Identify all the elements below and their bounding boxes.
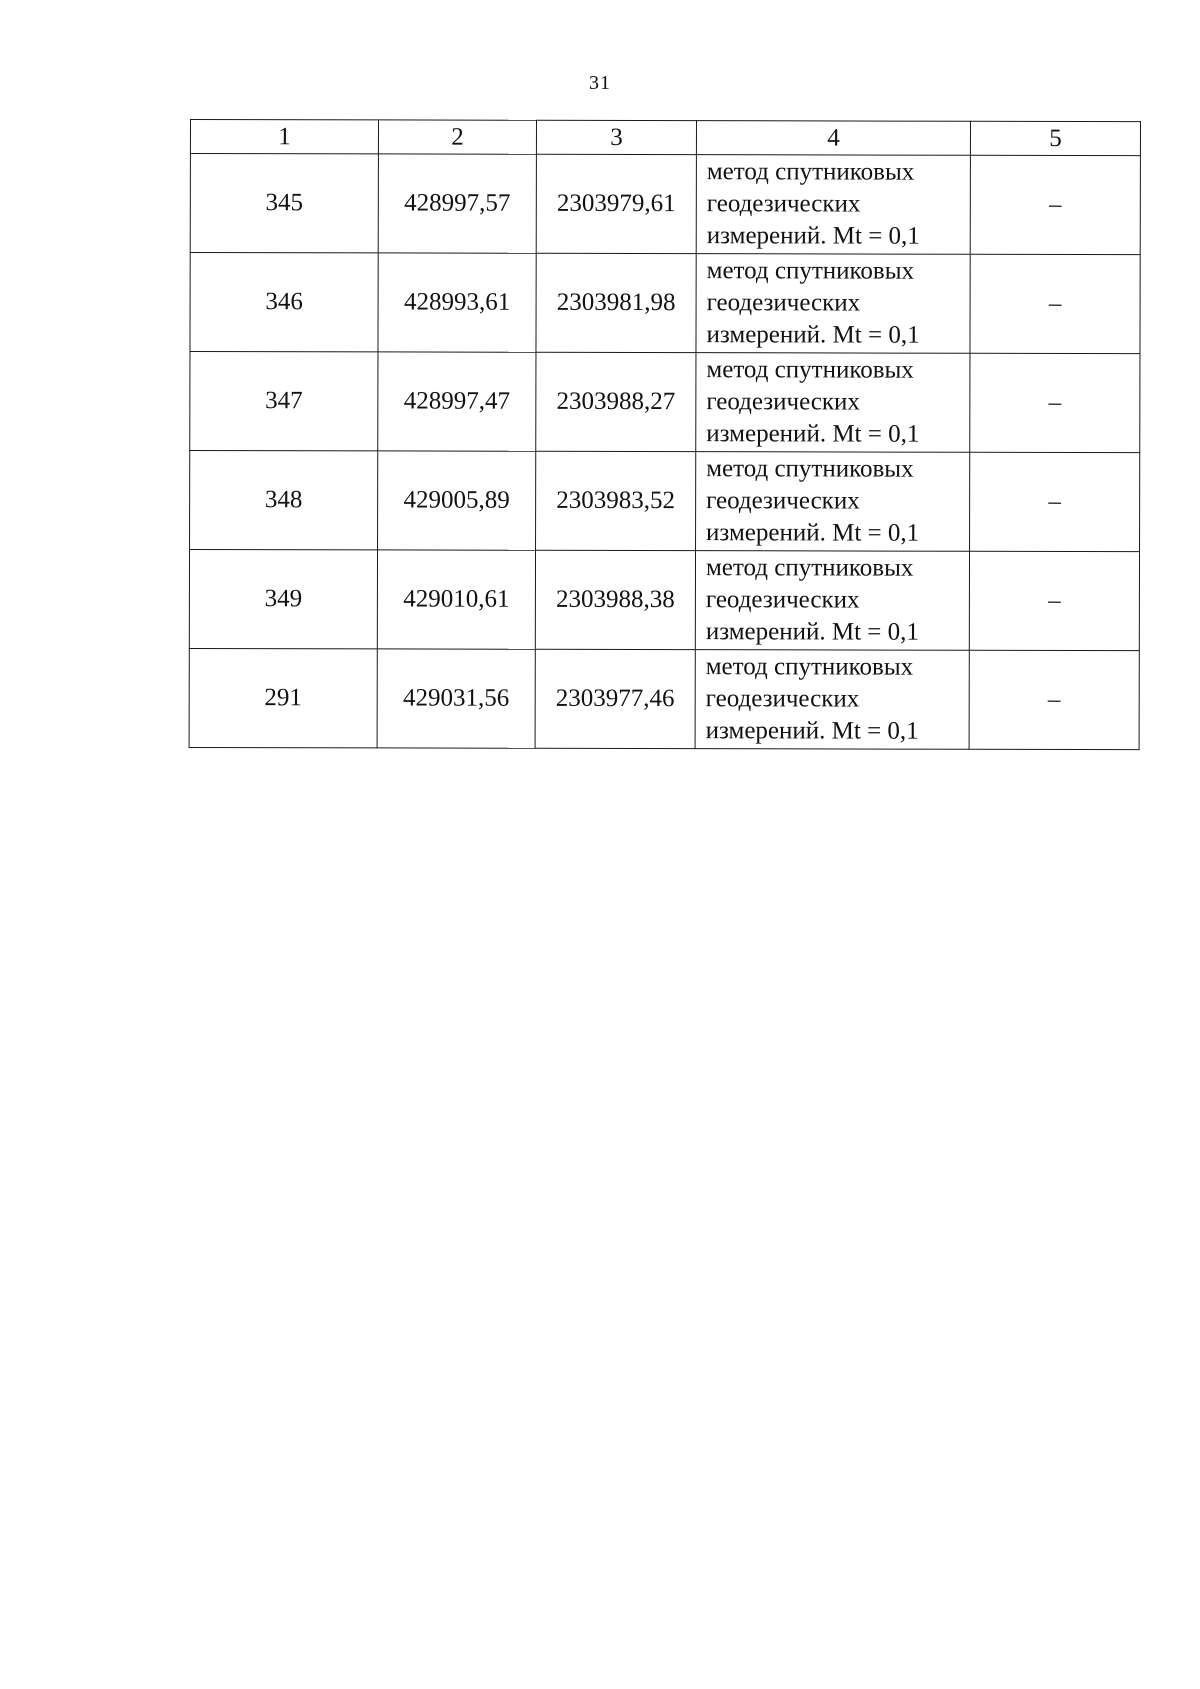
y-coordinate-cell: 2303981,98 (536, 253, 696, 352)
method-line: метод спутниковых (706, 257, 915, 285)
point-number-cell: 345 (190, 154, 378, 253)
header-cell: 3 (536, 120, 696, 154)
note-cell: – (969, 650, 1139, 749)
method-line: измерений. Mt = 0,1 (706, 222, 920, 250)
method-line: геодезических (705, 586, 860, 614)
coordinates-table (189, 119, 1141, 750)
note-cell: – (969, 551, 1139, 650)
method-line: метод спутниковых (705, 554, 914, 582)
point-number-cell: 349 (189, 550, 377, 649)
method-line: геодезических (706, 487, 860, 515)
method-line: геодезических (706, 388, 860, 416)
header-cell: 4 (696, 121, 970, 156)
x-coordinate-cell: 428997,47 (378, 352, 536, 451)
table-row (190, 154, 1140, 255)
method-cell (696, 155, 970, 255)
header-cell: 2 (378, 120, 536, 154)
table-row (189, 550, 1139, 651)
note-cell: – (970, 155, 1140, 254)
method-line: измерений. Mt = 0,1 (706, 321, 920, 349)
method-line: измерений. Mt = 0,1 (705, 618, 919, 646)
y-coordinate-cell: 2303979,61 (536, 154, 696, 253)
table-row (190, 253, 1140, 354)
y-coordinate-cell: 2303988,27 (536, 352, 696, 451)
x-coordinate-cell: 429010,61 (377, 550, 535, 649)
y-coordinate-cell: 2303977,46 (535, 649, 695, 748)
method-line: геодезических (706, 190, 861, 218)
note-cell: – (970, 254, 1140, 353)
note-cell: – (970, 353, 1140, 452)
method-line: измерений. Mt = 0,1 (705, 717, 919, 745)
x-coordinate-cell: 428997,57 (378, 154, 536, 253)
page-number: 31 (589, 72, 611, 94)
x-coordinate-cell: 428993,61 (378, 253, 536, 352)
method-line: измерений. Mt = 0,1 (706, 519, 920, 547)
table-row (190, 352, 1140, 453)
table-row (190, 451, 1140, 552)
point-number-cell: 348 (190, 451, 378, 550)
method-line: измерений. Mt = 0,1 (706, 420, 920, 448)
y-coordinate-cell: 2303983,52 (536, 451, 696, 550)
table-row (189, 648, 1139, 749)
point-number-cell: 291 (189, 648, 377, 747)
method-line: геодезических (706, 289, 861, 317)
method-cell (696, 452, 970, 552)
method-cell (695, 650, 969, 750)
x-coordinate-cell: 429031,56 (377, 649, 535, 748)
header-cell: 5 (970, 121, 1140, 155)
note-cell: – (970, 452, 1140, 551)
method-cell (696, 254, 970, 354)
point-number-cell: 346 (190, 253, 378, 352)
method-line: метод спутниковых (706, 356, 914, 384)
method-line: метод спутниковых (705, 653, 914, 681)
point-number-cell: 347 (190, 352, 378, 451)
method-cell (696, 353, 970, 453)
method-line: метод спутниковых (706, 455, 914, 483)
method-cell (695, 551, 969, 651)
x-coordinate-cell: 429005,89 (378, 451, 536, 550)
y-coordinate-cell: 2303988,38 (535, 550, 695, 649)
method-line: геодезических (705, 685, 860, 713)
table-header-row (190, 120, 1140, 156)
header-cell: 1 (190, 120, 378, 154)
method-line: метод спутниковых (706, 158, 915, 186)
